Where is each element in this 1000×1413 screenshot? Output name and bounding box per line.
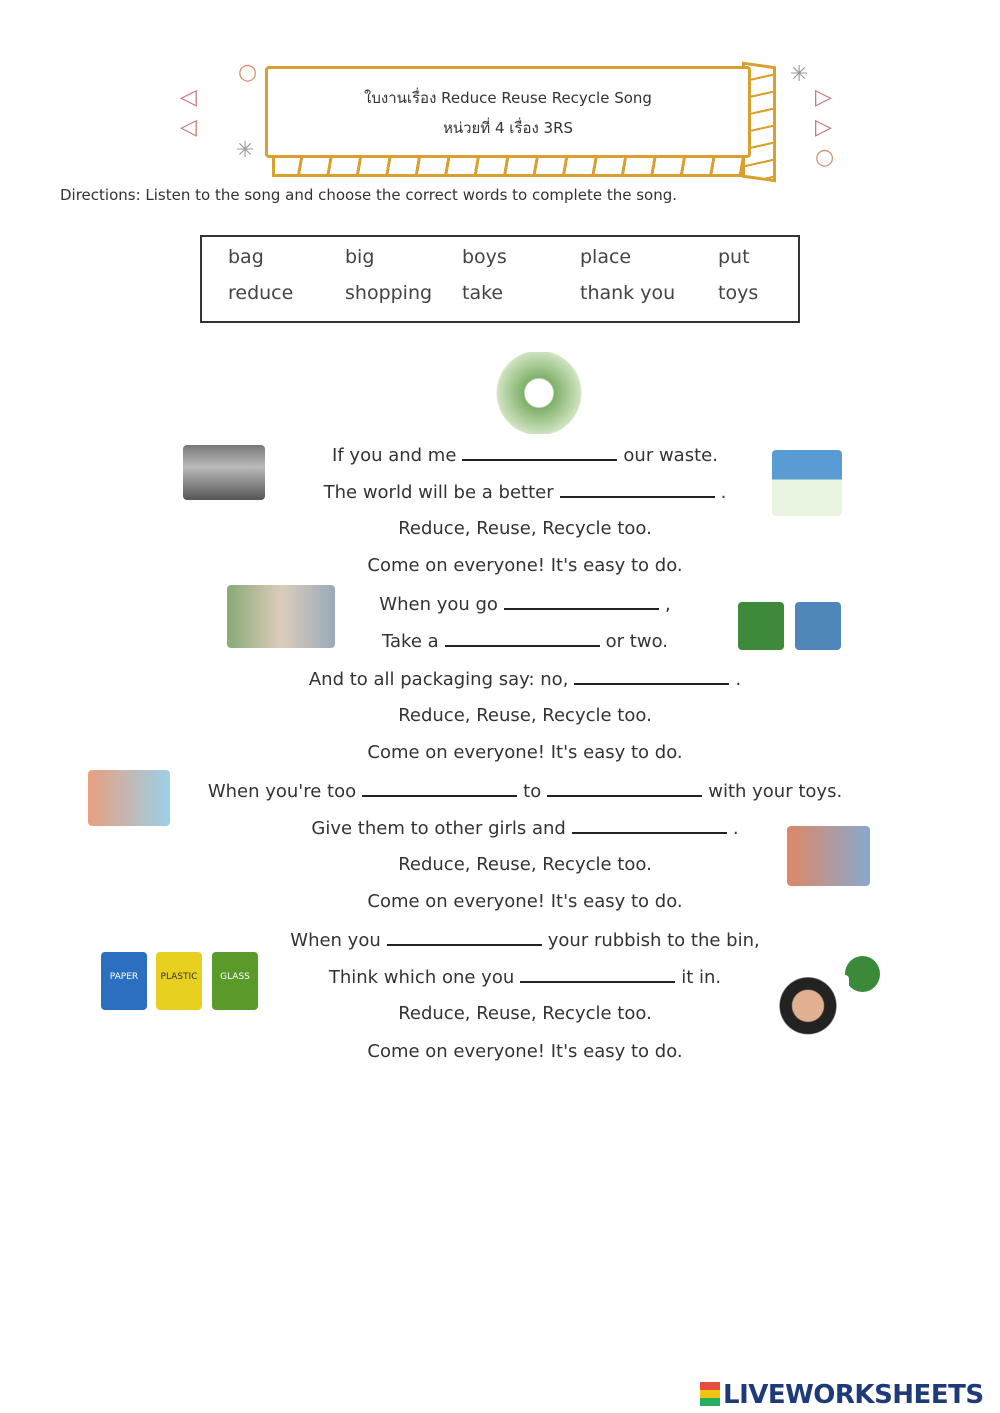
answer-blank-input[interactable] bbox=[504, 592, 659, 610]
song-line bbox=[25, 891, 1000, 912]
song-text: with your toys. bbox=[708, 781, 843, 802]
song-text: our waste. bbox=[623, 445, 718, 466]
circle-decoration-icon: ○ bbox=[815, 145, 835, 170]
directions: Directions: Listen to the song and choose the correct words to complete the song. bbox=[60, 186, 677, 204]
spark-decoration-icon: ◁ bbox=[180, 115, 197, 140]
song-text: Give them to other girls and bbox=[311, 818, 566, 839]
word-bank-item: toys bbox=[718, 282, 759, 304]
song-text: Reduce, Reuse, Recycle too. bbox=[398, 1003, 652, 1024]
song-text: And to all packaging say: no, bbox=[308, 669, 569, 690]
song-text: Come on everyone! It's easy to do. bbox=[367, 1041, 683, 1062]
answer-blank-input[interactable] bbox=[560, 480, 715, 498]
worksheet-subtitle: หน่วยที่ 4 เรื่อง 3RS bbox=[442, 119, 574, 137]
song-text: When you go bbox=[379, 594, 498, 615]
word-bank-item: put bbox=[718, 246, 750, 268]
song-text: Come on everyone! It's easy to do. bbox=[367, 742, 683, 763]
song-line bbox=[25, 1041, 1000, 1062]
song-text: or two. bbox=[605, 631, 668, 652]
answer-blank-input[interactable] bbox=[547, 779, 702, 797]
song-text: Reduce, Reuse, Recycle too. bbox=[398, 518, 652, 539]
song-text: Come on everyone! It's easy to do. bbox=[367, 891, 683, 912]
spark-decoration-icon: ◁ bbox=[180, 85, 197, 110]
word-bank-item: boys bbox=[462, 246, 507, 268]
paper-bin-image: PAPER bbox=[101, 952, 147, 1010]
song-line bbox=[25, 480, 1000, 503]
word-bank-item: take bbox=[462, 282, 504, 304]
song-line bbox=[25, 928, 1000, 951]
song-text: Reduce, Reuse, Recycle too. bbox=[398, 705, 652, 726]
song-line bbox=[25, 705, 1000, 726]
song-text: , bbox=[664, 594, 671, 615]
song-text: to bbox=[523, 781, 542, 802]
song-text: your rubbish to the bin, bbox=[547, 930, 760, 951]
song-text: it in. bbox=[681, 967, 722, 988]
circle-decoration-icon: ○ bbox=[238, 60, 258, 85]
answer-blank-input[interactable] bbox=[574, 667, 729, 685]
song-line bbox=[25, 592, 1000, 615]
word-bank-item: bag bbox=[228, 246, 264, 268]
answer-blank-input[interactable] bbox=[445, 629, 600, 647]
song-text: If you and me bbox=[332, 445, 457, 466]
answer-blank-input[interactable] bbox=[362, 779, 517, 797]
spark-decoration-icon: ▷ bbox=[815, 115, 832, 140]
song-text: . bbox=[720, 482, 727, 503]
song-text: Come on everyone! It's easy to do. bbox=[367, 555, 683, 576]
plastic-bin-image: PLASTIC bbox=[156, 952, 202, 1010]
song-text: Take a bbox=[382, 631, 439, 652]
word-bank-item: place bbox=[580, 246, 632, 268]
song-line bbox=[25, 518, 1000, 539]
logo-text: LIVEWORKSHEETS bbox=[723, 1380, 984, 1410]
answer-blank-input[interactable] bbox=[572, 816, 727, 834]
song-text: . bbox=[732, 818, 739, 839]
song-text: . bbox=[735, 669, 742, 690]
song-line bbox=[25, 443, 1000, 466]
answer-blank-input[interactable] bbox=[462, 443, 617, 461]
song-text: When you bbox=[290, 930, 381, 951]
title-banner bbox=[265, 66, 751, 158]
word-bank-item: big bbox=[345, 246, 375, 268]
recycle-symbol-image bbox=[483, 352, 595, 434]
star-decoration-icon: ✳ bbox=[790, 62, 809, 87]
liveworksheets-logo bbox=[700, 1380, 984, 1410]
song-line bbox=[25, 1003, 1000, 1024]
glass-bin-image: GLASS bbox=[212, 952, 258, 1010]
song-text: Reduce, Reuse, Recycle too. bbox=[398, 854, 652, 875]
word-bank-item: thank you bbox=[580, 282, 676, 304]
song-text: The world will be a better bbox=[323, 482, 554, 503]
song-text: Think which one you bbox=[328, 967, 515, 988]
song-line bbox=[25, 779, 1000, 802]
song-line bbox=[25, 629, 1000, 652]
spark-decoration-icon: ▷ bbox=[815, 85, 832, 110]
answer-blank-input[interactable] bbox=[387, 928, 542, 946]
song-text: When you're too bbox=[207, 781, 357, 802]
song-line bbox=[25, 854, 1000, 875]
worksheet-title: ใบงานเรื่อง Reduce Reuse Recycle Song bbox=[364, 89, 652, 107]
word-bank-item: shopping bbox=[345, 282, 433, 304]
star-decoration-icon: ✳ bbox=[236, 138, 255, 163]
song-line bbox=[25, 965, 1000, 988]
song-line bbox=[25, 555, 1000, 576]
song-line bbox=[25, 816, 1000, 839]
answer-blank-input[interactable] bbox=[520, 965, 675, 983]
song-line bbox=[25, 742, 1000, 763]
word-bank-item: reduce bbox=[228, 282, 294, 304]
song-line bbox=[25, 667, 1000, 690]
logo-mark-icon bbox=[700, 1382, 720, 1406]
